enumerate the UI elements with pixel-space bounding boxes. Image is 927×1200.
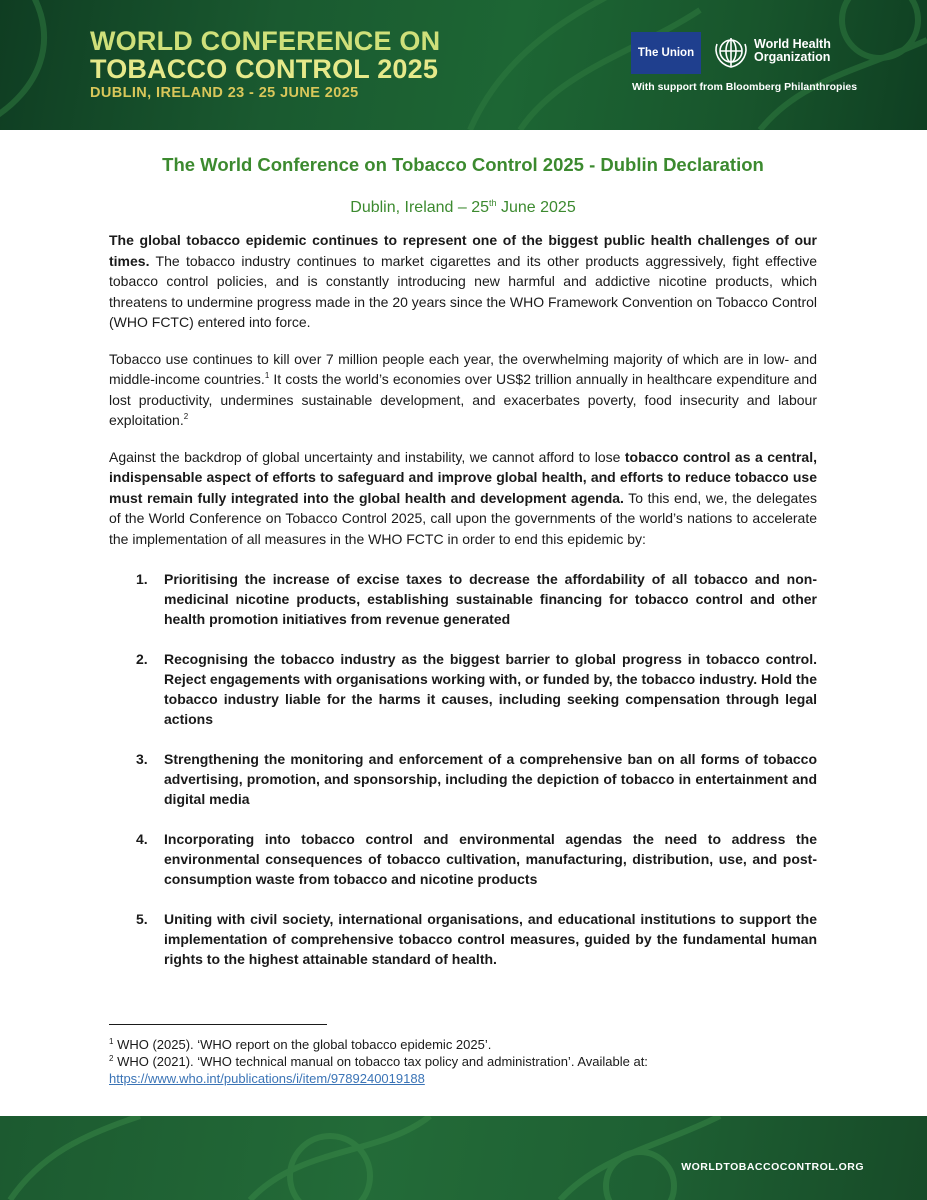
who-emblem-icon <box>712 36 750 70</box>
list-item-text: Uniting with civil society, international organisations, and educational institutions to support the implementation of comprehensive tobacco control measures, guided by the fundamental human rights to the highest attainable standard of health. <box>164 911 817 967</box>
commitments-list <box>109 569 817 969</box>
list-item <box>109 569 817 629</box>
subtitle-prefix: Dublin, Ireland – 25 <box>350 199 490 216</box>
subtitle-suffix: June 2025 <box>496 199 576 216</box>
paragraph-3-bold: tobacco control as a central, indispensable aspect of efforts to safeguard and improve global health, and efforts to reduce tobacco use must remain fully integrated into the global health and development agenda. <box>109 448 817 506</box>
paragraph-2 <box>109 349 817 431</box>
list-item-number: 4. <box>136 831 148 847</box>
paragraph-1 <box>109 230 817 333</box>
support-credit: With support from Bloomberg Philanthropies <box>632 81 858 93</box>
footnote-ref-1: 1 <box>264 371 270 380</box>
list-item-number: 1. <box>136 571 148 587</box>
decorative-swirl-pattern <box>0 1116 927 1200</box>
list-item-number: 2. <box>136 651 148 667</box>
footnote-2-link[interactable]: https://www.who.int/publications/i/item/9789240019188 <box>109 1071 425 1086</box>
paragraph-1-bold: The global tobacco epidemic continues to represent one of the biggest public health challenges of our times. <box>109 232 817 269</box>
list-item-text: Recognising the tobacco industry as the biggest barrier to global progress in tobacco control. Reject engagements with organisations working with, or funded by, the tobacco industry. Hold the tobacco industry liable for the harms it causes, including seeking compensation through legal actions <box>164 651 817 727</box>
footnote-2-number: 2 <box>109 1054 114 1063</box>
document-title: The World Conference on Tobacco Control 2025 - Dublin Declaration <box>162 154 764 175</box>
paragraph-2-text-b: It costs the world’s economies over US$2 trillion annually in healthcare expenditure and lost productivity, undermines sustainable development, and exacerbates poverty, food insecurity and labour exploitation. <box>109 371 817 428</box>
list-item <box>109 749 817 809</box>
footnote-1 <box>109 1036 817 1053</box>
conference-header-banner <box>0 0 927 130</box>
conference-title <box>90 27 440 83</box>
list-item-text: Prioritising the increase of excise taxes to decrease the affordability of all tobacco and non-medicinal nicotine products, establishing sustainable financing for tobacco control and other health promotion initiatives from revenue generated <box>164 571 817 627</box>
who-name-line1: World Health <box>754 37 831 51</box>
declaration-body <box>109 150 817 989</box>
website-url[interactable]: WORLDTOBACCOCONTROL.ORG <box>681 1161 864 1173</box>
who-name <box>754 38 831 64</box>
paragraph-2-text-a: Tobacco use continues to kill over 7 million people each year, the overwhelming majority of which are in low- and middle-income countries. <box>109 350 817 387</box>
conference-location-date: DUBLIN, IRELAND 23 - 25 JUNE 2025 <box>90 85 359 101</box>
paragraph-3-text-b: To this end, we, the delegates of the World Conference on Tobacco Control 2025, call upon the governments of the world’s nations to accelerate the implementation of all measures in the WHO FCTC in order to end this epidemic by: <box>109 489 817 547</box>
footnote-2-link-row <box>109 1070 817 1087</box>
paragraph-3 <box>109 447 817 550</box>
list-item-text: Strengthening the monitoring and enforcement of a comprehensive ban on all forms of tobacco advertising, promotion, and sponsorship, including the depiction of tobacco in entertainment and digital media <box>164 751 817 807</box>
list-item-text: Incorporating into tobacco control and environmental agendas the need to address the environmental consequences of tobacco cultivation, manufacturing, distribution, use, and post-consumption waste from tobacco and nicotine products <box>164 831 817 887</box>
footnote-separator <box>109 1024 327 1025</box>
paragraph-3-text-a: Against the backdrop of global uncertainty and instability, we cannot afford to lose <box>109 448 625 465</box>
conference-title-line1: WORLD CONFERENCE ON <box>90 26 441 56</box>
list-item <box>109 909 817 969</box>
footnote-2 <box>109 1053 817 1070</box>
document-subtitle <box>109 192 817 214</box>
footnote-2-text: WHO (2021). ‘WHO technical manual on tobacco tax policy and administration’. Available at: <box>113 1054 648 1069</box>
subtitle-ordinal: th <box>489 198 497 208</box>
list-item-number: 3. <box>136 751 148 767</box>
footnote-1-text: WHO (2025). ‘WHO report on the global tobacco epidemic 2025’. <box>113 1037 492 1052</box>
list-item <box>109 829 817 889</box>
conference-title-line2: TOBACCO CONTROL 2025 <box>90 54 439 84</box>
paragraph-1-text: The tobacco industry continues to market cigarettes and its other products aggressively, fight effective tobacco control policies, and is constantly introducing new harmful and addictive nicotine products, which threatens to undermine progress made in the 20 years since the WHO Framework Convention on Tobacco Control (WHO FCTC) entered into force. <box>109 252 817 330</box>
the-union-logo: The Union <box>631 32 701 74</box>
footnote-ref-2: 2 <box>183 412 189 421</box>
list-item <box>109 649 817 729</box>
who-name-line2: Organization <box>754 50 831 64</box>
footnotes <box>109 1036 817 1087</box>
conference-footer-banner <box>0 1116 927 1200</box>
list-item-number: 5. <box>136 911 148 927</box>
footnote-1-number: 1 <box>109 1037 114 1046</box>
